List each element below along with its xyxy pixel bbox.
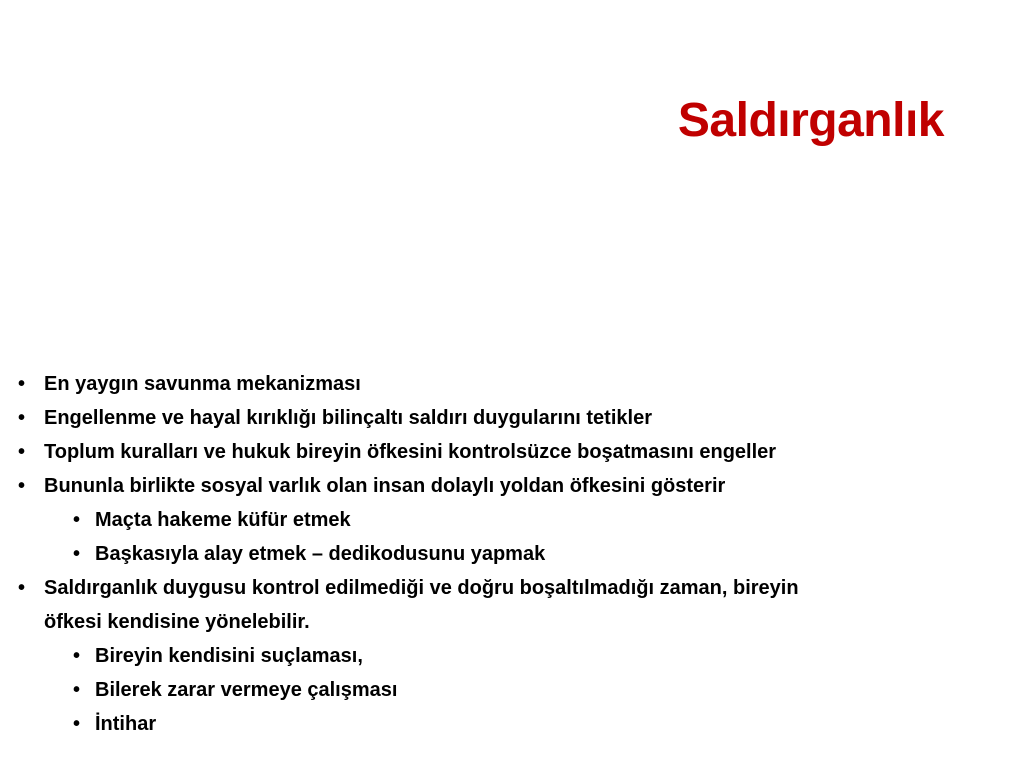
sub-list-item-text: Başkasıyla alay etmek – dedikodusunu yapmak [95, 543, 546, 565]
list-item-text: En yaygın savunma mekanizması [44, 373, 361, 395]
sub-list-item [14, 639, 1004, 673]
list-item-text: Bununla birlikte sosyal varlık olan insan dolaylı yoldan öfkesini gösterir [44, 475, 726, 497]
bullet-icon: • [73, 543, 81, 565]
list-item [14, 401, 1004, 435]
bullet-icon: • [18, 373, 26, 395]
list-item [14, 571, 1004, 639]
bullet-icon: • [18, 441, 26, 463]
bullet-icon: • [18, 577, 26, 599]
list-item-text-line-1: Saldırganlık duygusu kontrol edilmediği ve doğru boşaltılmadığı zaman, bireyin [44, 577, 799, 599]
bullet-icon: • [18, 407, 26, 429]
list-item-text-line-2: öfkesi kendisine yönelebilir. [44, 611, 310, 633]
sub-list-item-text: İntihar [95, 713, 157, 735]
sub-list-item-text: Bilerek zarar vermeye çalışması [95, 679, 398, 701]
slide-title: Saldırganlık [677, 94, 944, 147]
bullet-list [14, 367, 1004, 741]
bullet-icon: • [73, 509, 81, 531]
sub-list-item [14, 503, 1004, 537]
sub-list-item [14, 673, 1004, 707]
bullet-icon: • [73, 645, 81, 667]
sub-list-item [14, 537, 1004, 571]
list-item [14, 435, 1004, 469]
bullet-icon: • [18, 475, 26, 497]
list-item [14, 469, 1004, 503]
bullet-icon: • [73, 713, 81, 735]
bullet-icon: • [73, 679, 81, 701]
sub-list-item-text: Maçta hakeme küfür etmek [95, 509, 351, 531]
list-item-text: Toplum kuralları ve hukuk bireyin öfkesini kontrolsüzce boşatmasını engeller [44, 441, 777, 463]
sub-list-item [14, 707, 1004, 741]
list-item [14, 367, 1004, 401]
list-item-text: Engellenme ve hayal kırıklığı bilinçaltı saldırı duygularını tetikler [44, 407, 652, 429]
sub-list-item-text: Bireyin kendisini suçlaması, [95, 645, 363, 667]
